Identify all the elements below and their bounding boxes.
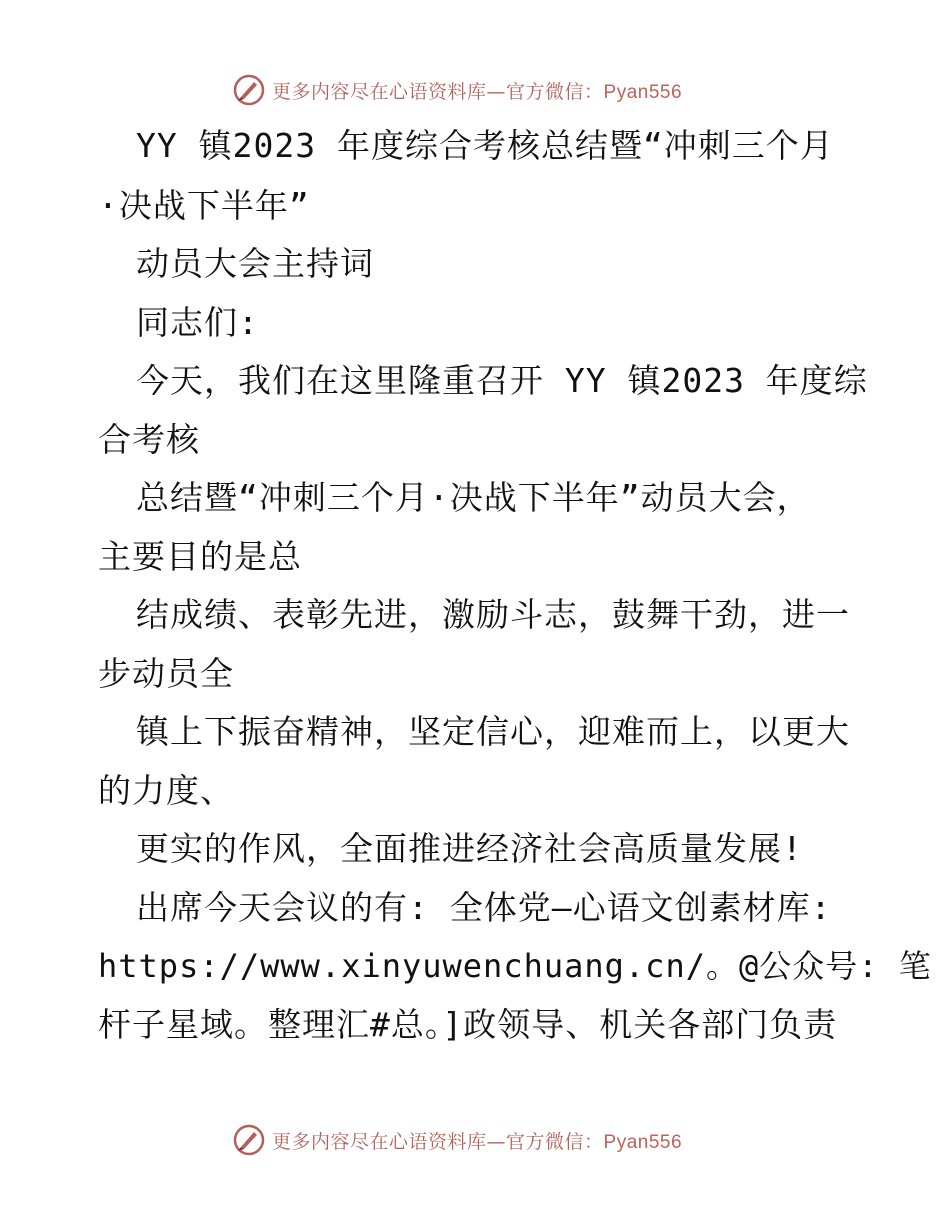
paragraph-line: 主要目的是总: [98, 537, 302, 576]
quill-pen-logo-icon: [232, 1123, 266, 1157]
header-watermark: [232, 72, 712, 108]
watermark-wechat-label: 官方微信：: [506, 1130, 604, 1153]
watermark-site-text: 更多内容尽在心语资料库: [272, 80, 487, 103]
title-line-1: YY 镇2023 年度综合考核总结暨“冲刺三个月: [136, 126, 834, 165]
watermark-wechat-id: Pyan556: [603, 1131, 683, 1153]
paragraph-line: 总结暨“冲刺三个月·决战下半年”动员大会，: [136, 478, 811, 517]
paragraph-line: 更实的作风，全面推进经济社会高质量发展!: [136, 829, 803, 868]
watermark-site-text: 更多内容尽在心语资料库: [272, 1130, 487, 1153]
paragraph-line: 合考核: [98, 420, 200, 459]
footer-watermark: [232, 1122, 712, 1158]
watermark-dash: —: [486, 1130, 507, 1153]
watermark-dash: —: [486, 80, 507, 103]
watermark-wechat-label: 官方微信：: [506, 80, 604, 103]
watermark-wechat-id: Pyan556: [603, 81, 683, 103]
paragraph-line: 杆子星域。整理汇#总。]政领导、机关各部门负责: [98, 1005, 838, 1044]
subtitle-line: 动员大会主持词: [136, 244, 374, 283]
salutation-line: 同志们:: [136, 303, 259, 342]
paragraph-line: 镇上下振奋精神，坚定信心，迎难而上，以更大: [136, 712, 850, 751]
paragraph-line: 今天，我们在这里隆重召开 YY 镇2023 年度综: [136, 361, 868, 400]
paragraph-line: 步动员全: [98, 654, 234, 693]
watermark-text: [272, 77, 682, 104]
paragraph-line: 的力度、: [98, 771, 234, 810]
paragraph-line: 出席今天会议的有: 全体党—心语文创素材库:: [136, 888, 832, 927]
paragraph-line: https://www.xinyuwenchuang.cn/。@公众号: 笔: [98, 947, 932, 985]
quill-pen-logo-icon: [232, 73, 266, 107]
paragraph-line: 结成绩、表彰先进，激励斗志，鼓舞干劲，进一: [136, 595, 850, 634]
title-line-2: ·决战下半年”: [98, 186, 310, 225]
watermark-text: [272, 1127, 682, 1154]
